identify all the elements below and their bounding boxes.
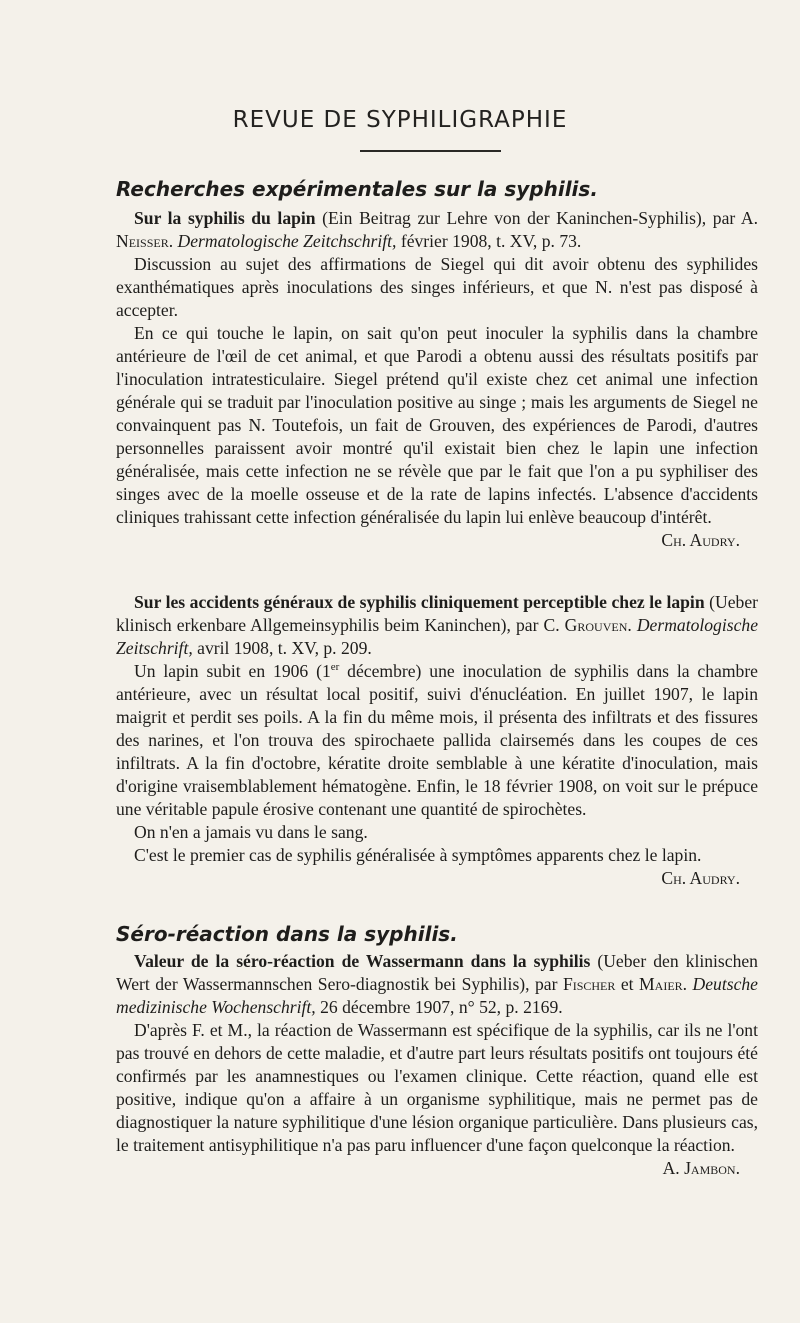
paragraph: C'est le premier cas de syphilis généralisée à symptômes apparents chez le lapin.: [134, 845, 702, 865]
article-title: Valeur de la séro-réaction de Wassermann dans la syphilis: [134, 951, 591, 971]
article-wassermann: [116, 950, 758, 1180]
paragraph: D'après F. et M., la réaction de Wassermann est spécifique de la syphilis, car ils ne l'ont pas trouvé en dehors de cette maladie, et d'autre part leurs résultats positifs ont toujours été confirmés par les anamnestiques ou l'examen clinique. Cette réaction, quand elle est positive, indique qu'on a affaire à un organisme syphilitique, mais ne permet pas de diagnostiquer la nature syphilitique d'une lésion organique particulière. Dans plusieurs cas, le traitement antisyphilitique n'a pas paru influencer d'une façon quelconque la réaction.: [116, 1020, 758, 1155]
article-citation: Sur la syphilis du lapin (Ein Beitrag zur Lehre von der Kaninchen-Syphilis), par A. Neisser. Dermatologische Zeitchschrift, février 1908, t. XV, p. 73.: [116, 208, 758, 251]
paragraph: En ce qui touche le lapin, on sait qu'on peut inoculer la syphilis dans la chambre antérieure de l'œil de cet animal, et que Parodi a obtenu aussi des résultats positifs par l'inoculation intratesticulaire. Siegel prétend qu'il existe chez cet animal une infection générale qui se traduit par l'inoculation positive au singe ; mais les arguments de Siegel ne convainquent pas N. Toutefois, un fait de Grouven, des expériences de Parodi, d'autres personnelles paraissent avoir montré qu'il existait bien chez le lapin une infection généralisée, mais cette infection ne se révèle que par le fait que l'on a pu syphiliser des singes avec de la moelle osseuse et de la rate de lapins infectés. L'absence d'accidents cliniques trahissant cette infection généralisée du lapin lui enlève beaucoup d'intérêt.: [116, 323, 758, 527]
reviewer-signature: Ch. Audry.: [661, 530, 740, 550]
reviewer-signature: Ch. Audry.: [661, 868, 740, 888]
article-author: Grouven: [564, 615, 628, 635]
signature-line: [116, 529, 758, 552]
article-reference: avril 1908, t. XV, p. 209.: [192, 638, 372, 658]
running-title: REVUE DE SYPHILIGRAPHIE: [232, 107, 568, 133]
paragraph: On n'en a jamais vu dans le sang.: [134, 822, 368, 842]
title-rule: [360, 150, 501, 152]
article-reference: 26 décembre 1907, n° 52, p. 2169.: [315, 997, 563, 1017]
article-citation: Sur les accidents généraux de syphilis cliniquement perceptible chez le lapin (Ueber klinisch erkenbare Allgemeinsyphilis beim Kaninchen), par C. Grouven. Dermatologische Zeitschrift, avril 1908, t. XV, p. 209.: [116, 592, 759, 658]
article-accidents-generaux: [116, 591, 758, 890]
article-author: Fischer: [562, 974, 616, 994]
reviewer-signature: A. Jambon.: [662, 1158, 740, 1178]
article-reference: février 1908, t. XV, p. 73.: [396, 231, 582, 251]
article-author: Maier: [639, 974, 683, 994]
section-recherches: [116, 175, 758, 203]
article-syphilis-lapin: [116, 207, 758, 552]
article-citation: Valeur de la séro-réaction de Wassermann dans la syphilis (Ueber den klinischen Wert der Wassermannschen Sero-diagnostik bei Syphilis), par Fischer et Maier. Deutsche medizinische Wochenschrift, 26 décembre 1907, n° 52, p. 2169.: [116, 951, 758, 1017]
article-journal: Dermatologische Zeitchschrift,: [177, 231, 397, 251]
paragraph: Un lapin subit en 1906 (1er décembre) une inoculation de syphilis dans la chambre antérieure, avec un résultat local positif, suivi d'énucléation. En juillet 1907, le lapin maigrit et perdit ses poils. A la fin du même mois, il présenta des infiltrats et des fissures des narines, et l'on trouva des spirochaete pallida clairsemés dans les coupes de ces infiltrats. A la fin d'octobre, kératite droite semblable à une kératite d'inoculation, mais d'origine vraisemblablement hématogène. Enfin, le 18 février 1908, on voit sur le prépuce une véritable papule érosive contenant une quantité de spirochètes.: [116, 661, 758, 819]
section-title-recherches: Recherches expérimentales sur la syphilis.: [116, 177, 598, 201]
article-journal: Dermatologische Zeitschrift,: [116, 615, 759, 658]
section-sero-reaction: [116, 920, 758, 948]
article-title: Sur les accidents généraux de syphilis cliniquement perceptible chez le lapin: [134, 592, 705, 612]
signature-line: [116, 1157, 758, 1180]
article-journal: Deutsche medizinische Wochenschrift,: [116, 974, 758, 1017]
article-title: Sur la syphilis du lapin: [134, 208, 316, 228]
paragraph: Discussion au sujet des affirmations de Siegel qui dit avoir obtenu des syphilides exanthématiques après inoculations des singes inférieurs, et que N. n'est pas disposé à accepter.: [116, 254, 758, 320]
article-original-title: (Ein Beitrag zur Lehre von der Kaninchen-Syphilis), par A.: [315, 208, 758, 228]
article-author: Neisser: [116, 231, 169, 251]
article-original-title: (Ueber klinisch erkenbare Allgemeinsyphilis beim Kaninchen), par C.: [116, 592, 758, 635]
section-title-sero-reaction: Séro-réaction dans la syphilis.: [116, 922, 458, 946]
signature-line: [116, 867, 758, 890]
article-original-title: (Ueber den klinischen Wert der Wassermannschen Sero-diagnostik bei Syphilis), par: [116, 951, 758, 994]
